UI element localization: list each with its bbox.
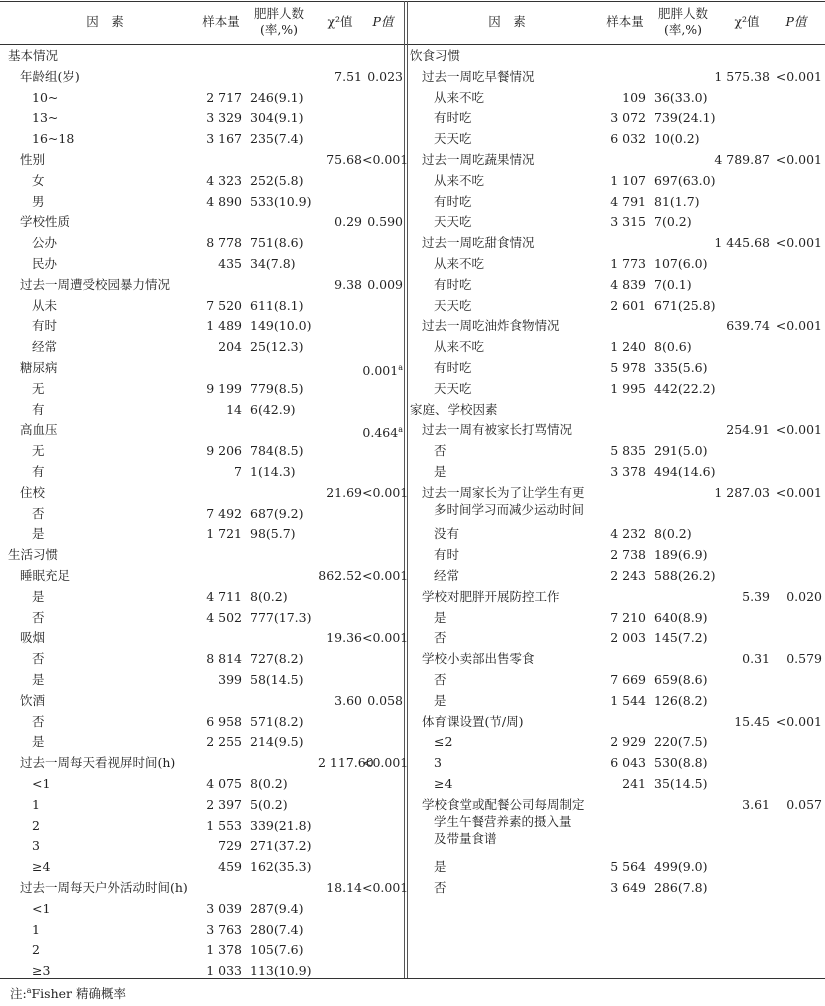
obese-count-rate: 442(22.2) xyxy=(654,380,716,396)
sample-size: 4 232 xyxy=(610,526,646,542)
level-label: 否 xyxy=(434,671,447,687)
sample-size: 459 xyxy=(218,859,242,875)
sample-size: 4 323 xyxy=(206,172,242,188)
obese-count-rate: 6(42.9) xyxy=(250,401,296,417)
factor-label: 过去一周吃蔬果情况 xyxy=(422,152,535,167)
chi-square-value: 18.14 xyxy=(326,880,362,895)
sample-size: 8 778 xyxy=(206,235,242,251)
p-value xyxy=(770,419,822,440)
chi-square-value: 15.45 xyxy=(734,713,770,729)
sample-size: 5 835 xyxy=(610,443,646,459)
p-value-text: <0.001 xyxy=(775,68,822,84)
p-value xyxy=(362,357,403,378)
obese-count-rate: 304(9.1) xyxy=(250,110,304,126)
p-value-text: 0.001 xyxy=(362,363,399,379)
p-value-text: 0.020 xyxy=(786,588,822,604)
p-value-text: <0.001 xyxy=(362,630,409,646)
factor-label: 吸烟 xyxy=(20,630,46,646)
sample-size: 4 890 xyxy=(206,193,242,209)
chi-square-value: 254.91 xyxy=(726,422,770,438)
factor-label: 学校对肥胖开展防控工作 xyxy=(422,588,560,604)
p-value xyxy=(362,211,403,232)
obese-count-rate: 81(1.7) xyxy=(654,193,700,209)
level-label: 否 xyxy=(434,630,447,646)
obese-count-rate: 530(8.8) xyxy=(654,755,708,771)
obese-count-rate: 611(8.1) xyxy=(250,297,304,313)
level-label: 是 xyxy=(434,609,447,625)
obese-count-rate: 571(8.2) xyxy=(250,713,304,729)
level-label: 有 xyxy=(32,401,45,417)
obese-count-rate: 697(63.0) xyxy=(654,172,716,188)
factor-label: 及带量食谱 xyxy=(434,830,497,846)
sample-size: 7 xyxy=(234,464,242,479)
sample-size: 1 995 xyxy=(610,380,646,396)
obese-count-rate: 499(9.0) xyxy=(654,859,708,875)
p-value-text: <0.001 xyxy=(775,318,822,334)
level-label: 否 xyxy=(32,609,45,625)
p-value xyxy=(770,711,822,732)
sample-size: 3 167 xyxy=(206,131,242,147)
p-value xyxy=(770,586,822,607)
obese-count-rate: 34(7.8) xyxy=(250,256,296,271)
header-factor: 因 素 xyxy=(86,14,124,29)
level-label: 有时吃 xyxy=(434,276,472,292)
p-value-text: <0.001 xyxy=(775,152,822,167)
obese-count-rate: 25(12.3) xyxy=(250,339,304,355)
obese-count-rate: 246(9.1) xyxy=(250,89,304,105)
obese-count-rate: 339(21.8) xyxy=(250,817,312,833)
obese-count-rate: 145(7.2) xyxy=(654,630,708,646)
section-heading: 饮食习惯 xyxy=(410,48,461,63)
obese-count-rate: 533(10.9) xyxy=(250,193,312,209)
chi-square-value: 2 117.60 xyxy=(318,755,374,771)
factor-label: 学生午餐营养素的摄入量 xyxy=(434,813,572,829)
obese-count-rate: 659(8.6) xyxy=(654,671,708,687)
p-value-text: <0.001 xyxy=(362,152,409,167)
obese-count-rate: 8(0.6) xyxy=(654,339,692,355)
sample-size: 3 763 xyxy=(206,921,242,937)
obese-count-rate: 5(0.2) xyxy=(250,796,288,812)
sample-size: 729 xyxy=(218,838,242,854)
section-heading: 家庭、学校因素 xyxy=(410,401,498,417)
sample-size: 435 xyxy=(218,256,242,271)
level-label: 是 xyxy=(32,672,45,687)
level-label: 是 xyxy=(32,734,45,750)
level-label: 否 xyxy=(434,443,447,459)
level-label: 有时 xyxy=(434,547,460,563)
level-label: 天天吃 xyxy=(434,297,472,313)
sample-size: 2 929 xyxy=(610,734,646,750)
obese-count-rate: 1(14.3) xyxy=(250,464,296,479)
factor-label: 过去一周吃油炸食物情况 xyxy=(422,318,560,334)
obese-count-rate: 640(8.9) xyxy=(654,609,708,625)
obese-count-rate: 588(26.2) xyxy=(654,567,716,583)
level-label: 有时吃 xyxy=(434,110,472,126)
sample-size: 204 xyxy=(218,339,242,355)
sample-size: 1 553 xyxy=(206,817,242,833)
section-heading: 基本情况 xyxy=(8,48,59,63)
p-value xyxy=(770,482,822,503)
sample-size: 2 243 xyxy=(610,567,646,583)
factor-label: 性别 xyxy=(20,152,46,167)
level-label: 从来不吃 xyxy=(434,172,485,188)
factor-label: 过去一周每天看视屏时间(h) xyxy=(20,755,176,771)
level-label: 从来不吃 xyxy=(434,339,485,355)
sample-size: 1 240 xyxy=(610,339,646,355)
p-value xyxy=(362,66,403,87)
level-label: 有 xyxy=(32,464,45,479)
p-value-text: <0.001 xyxy=(775,713,822,729)
obese-count-rate: 494(14.6) xyxy=(654,464,716,479)
chi-square-value: 862.52 xyxy=(318,568,362,583)
sample-size: 3 315 xyxy=(610,214,646,230)
sample-size: 1 033 xyxy=(206,963,242,979)
level-label: ≥3 xyxy=(32,963,51,979)
chi-square-value: 21.69 xyxy=(326,484,362,500)
p-value xyxy=(362,752,409,773)
bottom-rule xyxy=(0,978,825,979)
p-value-text: <0.001 xyxy=(775,422,822,438)
obese-count-rate: 220(7.5) xyxy=(654,734,708,750)
chi-square-value: 3.60 xyxy=(334,692,362,708)
sample-size: 4 791 xyxy=(610,193,646,209)
sample-size: 4 075 xyxy=(206,776,242,791)
p-value xyxy=(362,482,409,503)
level-label: 2 xyxy=(32,817,40,833)
obese-count-rate: 36(33.0) xyxy=(654,89,708,105)
level-label: 有时 xyxy=(32,318,58,334)
obese-count-rate: 784(8.5) xyxy=(250,443,304,459)
level-label: 是 xyxy=(434,692,447,708)
obese-count-rate: 7(0.1) xyxy=(654,276,692,292)
p-value xyxy=(770,794,822,815)
obese-count-rate: 162(35.3) xyxy=(250,859,312,875)
header-factor: 因 素 xyxy=(488,14,526,29)
sample-size: 1 378 xyxy=(206,942,242,958)
level-label: 女 xyxy=(32,172,45,188)
p-value xyxy=(770,232,822,253)
sample-size: 241 xyxy=(622,775,646,791)
level-label: 否 xyxy=(32,713,45,729)
sample-size: 6 032 xyxy=(610,131,646,147)
level-label: ≥4 xyxy=(434,775,453,791)
obese-count-rate: 58(14.5) xyxy=(250,672,304,687)
level-label: 是 xyxy=(434,464,447,479)
chi-square-value: 7.51 xyxy=(334,68,362,84)
obese-count-rate: 105(7.6) xyxy=(250,942,304,958)
level-label: 1 xyxy=(32,796,40,812)
obese-count-rate: 113(10.9) xyxy=(250,963,312,979)
obese-count-rate: 287(9.4) xyxy=(250,900,304,916)
obese-count-rate: 271(37.2) xyxy=(250,838,312,854)
sample-size: 7 492 xyxy=(206,505,242,521)
level-label: ≥4 xyxy=(32,859,51,875)
obese-count-rate: 779(8.5) xyxy=(250,380,304,396)
p-value-text: <0.001 xyxy=(362,755,409,771)
p-value xyxy=(362,149,409,170)
sample-size: 1 107 xyxy=(610,172,646,188)
level-label: 否 xyxy=(32,651,45,667)
header-obese-rate: (率,%) xyxy=(259,22,299,37)
p-value-text: 0.579 xyxy=(786,651,822,667)
factor-label: 过去一周有被家长打骂情况 xyxy=(422,422,573,438)
obese-count-rate: 35(14.5) xyxy=(654,775,708,791)
p-value-text: 0.058 xyxy=(367,692,403,708)
obese-count-rate: 777(17.3) xyxy=(250,609,312,625)
obese-count-rate: 107(6.0) xyxy=(654,256,708,271)
obese-count-rate: 280(7.4) xyxy=(250,921,304,937)
obese-count-rate: 8(0.2) xyxy=(250,776,288,791)
obese-count-rate: 8(0.2) xyxy=(654,526,692,542)
chi-square-value: 9.38 xyxy=(334,276,362,292)
p-value-text: <0.001 xyxy=(362,568,409,583)
level-label: 16~18 xyxy=(32,131,75,147)
level-label: 天天吃 xyxy=(434,131,472,147)
sample-size: 6 043 xyxy=(610,755,646,771)
factor-label: 多时间学习而减少运动时间 xyxy=(434,501,585,517)
sample-size: 4 839 xyxy=(610,276,646,292)
obese-count-rate: 751(8.6) xyxy=(250,235,304,251)
header-obese: 肥胖人数 xyxy=(657,6,708,21)
chi-square-value: 1 445.68 xyxy=(714,235,770,251)
obese-count-rate: 149(10.0) xyxy=(250,318,312,334)
level-label: 天天吃 xyxy=(434,380,472,396)
p-value-text: <0.001 xyxy=(362,484,409,500)
p-value-text: 0.057 xyxy=(786,796,822,812)
level-label: 公办 xyxy=(32,235,58,251)
p-value-text: 0.009 xyxy=(367,276,403,292)
sample-size: 3 649 xyxy=(610,880,646,895)
obese-count-rate: 671(25.8) xyxy=(654,297,716,313)
obese-count-rate: 98(5.7) xyxy=(250,526,296,542)
p-value-text: <0.001 xyxy=(362,880,409,895)
p-value-text: 0.590 xyxy=(367,214,403,230)
p-value xyxy=(362,627,409,648)
p-value xyxy=(362,565,409,586)
level-label: 民办 xyxy=(32,256,58,271)
factor-label: 过去一周吃早餐情况 xyxy=(422,68,535,84)
obese-count-rate: 235(7.4) xyxy=(250,131,304,147)
obese-count-rate: 286(7.8) xyxy=(654,880,708,895)
chi-square-value: 0.31 xyxy=(742,651,770,667)
level-label: 2 xyxy=(32,942,40,958)
level-label: 否 xyxy=(434,880,447,895)
p-value-text: <0.001 xyxy=(775,484,822,500)
header-obese-rate: (率,%) xyxy=(663,22,703,37)
p-value xyxy=(362,274,403,295)
sample-size: 2 255 xyxy=(206,734,242,750)
obese-count-rate: 189(6.9) xyxy=(654,547,708,563)
p-value xyxy=(770,66,822,87)
sample-size: 9 206 xyxy=(206,443,242,459)
top-rule xyxy=(0,1,825,2)
sample-size: 5 978 xyxy=(610,360,646,375)
level-label: 10~ xyxy=(32,89,59,105)
p-value xyxy=(770,648,822,669)
level-label: 天天吃 xyxy=(434,214,472,230)
obese-count-rate: 214(9.5) xyxy=(250,734,304,750)
sample-size: 1 489 xyxy=(206,318,242,334)
section-heading: 生活习惯 xyxy=(8,547,59,563)
obese-count-rate: 291(5.0) xyxy=(654,443,708,459)
level-label: 男 xyxy=(32,193,45,209)
chi-square-value: 1 575.38 xyxy=(714,68,770,84)
chi-square-value: 3.61 xyxy=(742,796,770,812)
obese-count-rate: 727(8.2) xyxy=(250,651,304,667)
obese-count-rate: 687(9.2) xyxy=(250,505,304,521)
fisher-marker: a xyxy=(398,363,403,372)
sample-size: 4 711 xyxy=(206,588,242,604)
p-value xyxy=(770,149,822,170)
chi-square-value: 639.74 xyxy=(726,318,770,334)
header-chi: χ²值 xyxy=(327,14,353,29)
level-label: <1 xyxy=(32,776,51,791)
factor-label: 睡眠充足 xyxy=(20,568,71,583)
factor-label: 饮酒 xyxy=(20,692,46,708)
p-value xyxy=(362,690,403,711)
obese-count-rate: 335(5.6) xyxy=(654,360,708,375)
factor-label: 体育课设置(节/周) xyxy=(422,713,524,729)
fisher-marker: a xyxy=(398,425,403,435)
p-value xyxy=(362,419,403,440)
sample-size: 7 520 xyxy=(206,297,242,313)
header-p: P值 xyxy=(785,14,807,29)
level-label: 3 xyxy=(434,755,442,771)
level-label: 无 xyxy=(32,380,45,396)
sample-size: 7 210 xyxy=(610,609,646,625)
factor-label: 过去一周遭受校园暴力情况 xyxy=(20,276,171,292)
header-sample: 样本量 xyxy=(202,14,240,29)
obese-count-rate: 252(5.8) xyxy=(250,172,304,188)
p-value-text: <0.001 xyxy=(775,235,822,251)
chi-square-value: 19.36 xyxy=(326,630,362,646)
sample-size: 3 039 xyxy=(206,900,242,916)
header-chi: χ²值 xyxy=(734,14,760,29)
level-label: 是 xyxy=(32,526,45,542)
level-label: 有时吃 xyxy=(434,360,472,375)
level-label: 有时吃 xyxy=(434,193,472,209)
obese-count-rate: 7(0.2) xyxy=(654,214,692,230)
factor-label: 学校小卖部出售零食 xyxy=(422,651,535,667)
chi-square-value: 0.29 xyxy=(334,214,362,230)
level-label: 无 xyxy=(32,443,45,459)
header-obese: 肥胖人数 xyxy=(253,6,304,21)
sample-size: 4 502 xyxy=(206,609,242,625)
factor-label: 学校食堂或配餐公司每周制定 xyxy=(422,796,585,812)
header-sample: 样本量 xyxy=(606,14,644,29)
factor-label: 年龄组(岁) xyxy=(20,68,80,84)
sample-size: 5 564 xyxy=(610,859,646,875)
sample-size: 8 814 xyxy=(206,651,242,667)
factor-label: 高血压 xyxy=(20,422,58,438)
sample-size: 3 378 xyxy=(610,464,646,479)
sample-size: 399 xyxy=(218,672,242,687)
obese-count-rate: 739(24.1) xyxy=(654,110,716,126)
level-label: 从来不吃 xyxy=(434,256,485,271)
level-label: 经常 xyxy=(434,567,460,583)
factor-label: 学校性质 xyxy=(20,214,71,230)
factor-label: 过去一周家长为了让学生有更 xyxy=(422,484,585,500)
level-label: 否 xyxy=(32,505,45,521)
table-footnote: 注:$^a$Fisher 精确概率 xyxy=(10,985,126,1001)
level-label: 3 xyxy=(32,838,40,854)
chi-square-value: 4 789.87 xyxy=(714,152,770,167)
level-label: ≤2 xyxy=(434,734,453,750)
sample-size: 2 601 xyxy=(610,297,646,313)
level-label: 是 xyxy=(32,588,45,604)
header-p: P值 xyxy=(372,14,394,29)
chi-square-value: 1 287.03 xyxy=(714,484,770,500)
level-label: 1 xyxy=(32,921,40,937)
level-label: 13~ xyxy=(32,110,59,126)
sample-size: 1 773 xyxy=(610,256,646,271)
obese-count-rate: 10(0.2) xyxy=(654,131,700,147)
level-label: 没有 xyxy=(434,526,460,542)
sample-size: 109 xyxy=(622,89,646,105)
factor-label: 过去一周每天户外活动时间(h) xyxy=(20,880,188,895)
factor-label: 过去一周吃甜食情况 xyxy=(422,235,535,251)
level-label: 经常 xyxy=(32,339,58,355)
factor-label: 糖尿病 xyxy=(20,360,58,375)
sample-size: 1 721 xyxy=(206,526,242,542)
p-value-text: 0.464 xyxy=(362,425,399,441)
sample-size: 2 738 xyxy=(610,547,646,563)
level-label: 从未 xyxy=(32,297,58,313)
sample-size: 9 199 xyxy=(206,380,242,396)
sample-size: 2 003 xyxy=(610,630,646,646)
level-label: 从来不吃 xyxy=(434,89,485,105)
sample-size: 6 958 xyxy=(206,713,242,729)
sample-size: 3 072 xyxy=(610,110,646,126)
p-value xyxy=(362,877,409,898)
sample-size: 3 329 xyxy=(206,110,242,126)
sample-size: 14 xyxy=(226,401,242,417)
chi-square-value: 75.68 xyxy=(326,152,362,167)
sample-size: 2 397 xyxy=(206,796,242,812)
obese-count-rate: 8(0.2) xyxy=(250,588,288,604)
level-label: 是 xyxy=(434,859,447,875)
chi-square-value: 5.39 xyxy=(742,588,770,604)
level-label: <1 xyxy=(32,900,51,916)
sample-size: 2 717 xyxy=(206,89,242,105)
sample-size: 1 544 xyxy=(610,692,646,708)
factor-label: 住校 xyxy=(20,484,46,500)
sample-size: 7 669 xyxy=(610,671,646,687)
p-value xyxy=(770,315,822,336)
p-value-text: 0.023 xyxy=(367,68,403,84)
obese-count-rate: 126(8.2) xyxy=(654,692,708,708)
